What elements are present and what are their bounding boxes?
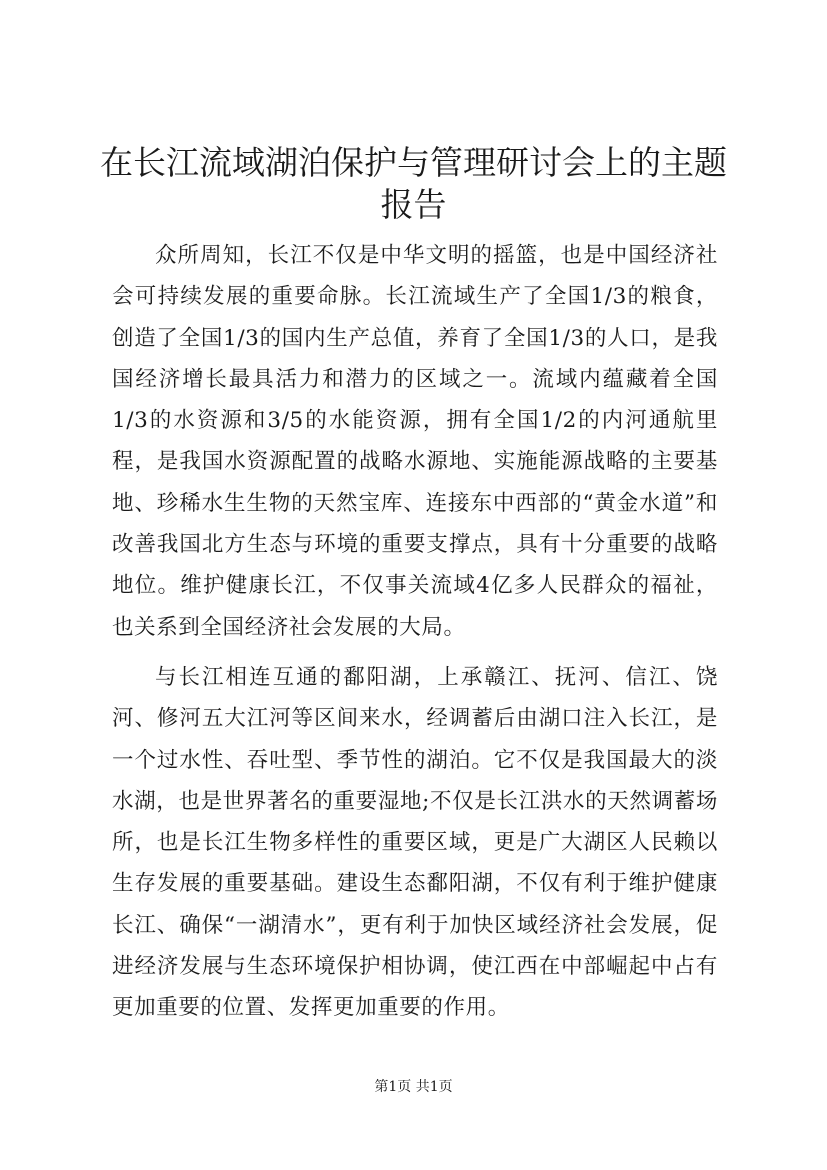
page-number-footer: 第1页 共1页 bbox=[374, 1079, 453, 1095]
paragraph-2: 与长江相连互通的鄱阳湖，上承赣江、抚河、信江、饶河、修河五大江河等区间来水，经调蓄后由湖口注入长江，是一个过水性、吞吐型、季节性的湖泊。它不仅是我国最大的淡水湖，也是世界著名的重要湿地;不仅是长江洪水的天然调蓄场所，也是长江生物多样性的重要区域，更是广大湖区人民赖以生存发展的重要基础。建设生态鄱阳湖，不仅有利于维护健康长江、确保“一湖清水”，更有利于加快区域经济社会发展，促进经济发展与生态环境保护相协调，使江西在中部崛起中占有更加重要的位置、发挥更加重要的作用。 bbox=[112, 664, 718, 1021]
document-title: 在长江流域湖泊保护与管理研讨会上的主题报告 bbox=[100, 143, 727, 224]
paragraph-1: 众所周知，长江不仅是中华文明的摇篮，也是中国经济社会可持续发展的重要命脉。长江流域生产了全国1/3的粮食，创造了全国1/3的国内生产总值，养育了全国1/3的人口，是我国经济增长最具活力和潜力的区域之一。流域内蕴藏着全国1/3的水资源和3/5的水能资源，拥有全国1/2的内河通航里程，是我国水资源配置的战略水源地、实施能源战略的主要基地、珍稀水生生物的天然宝库、连接东中西部的“黄金水道”和改善我国北方生态与环境的重要支撑点，具有十分重要的战略地位。维护健康长江，不仅事关流域4亿多人民群众的福祉，也关系到全国经济社会发展的大局。 bbox=[112, 243, 718, 640]
document-body bbox=[112, 235, 718, 1038]
